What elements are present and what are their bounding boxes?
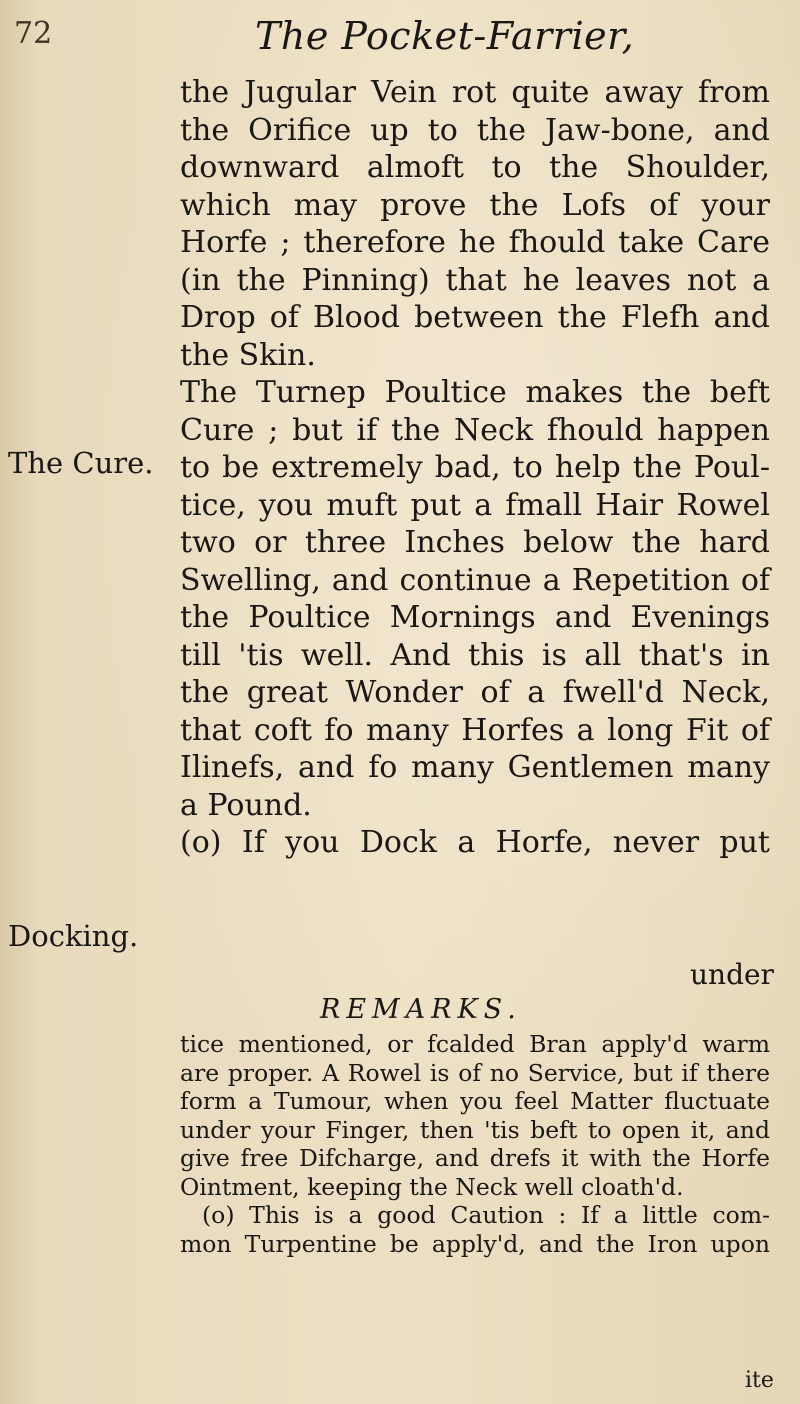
body-line: The Turnep Poultice makes the beft <box>180 375 770 410</box>
body-line: which may prove the Lofs of your <box>180 187 770 223</box>
body-line: till 'tis well. And this is all that's in <box>180 637 770 673</box>
body-line: that coft fo many Horfes a long Fit of <box>180 712 770 748</box>
remarks-heading: REMARKS. <box>320 994 522 1025</box>
body-line: two or three Inches below the hard <box>180 525 770 560</box>
body-line: Swelling, and continue a Repetition of <box>180 562 770 598</box>
body-line: (o) If you Dock a Horfe, never put <box>180 825 770 860</box>
body-line: tice, you muft put a fmall Hair Rowel <box>180 487 770 523</box>
footnote-line: are proper. A Rowel is of no Service, but if there <box>180 1058 770 1087</box>
footnote-line: Ointment, keeping the Neck well cloath'd. <box>180 1172 684 1201</box>
footnotes <box>180 1030 770 1258</box>
body-line: the great Wonder of a fwell'd Neck, <box>180 675 770 710</box>
catchword-under: under <box>690 958 774 991</box>
margin-note-cure: The Cure. <box>8 446 154 480</box>
body-line: the Jugular Vein rot quite away from <box>180 75 770 110</box>
body-line: Drop of Blood between the Flefh and <box>180 300 770 335</box>
body-line: the Orifice up to the Jaw-bone, and <box>180 112 770 148</box>
body-line: Cure ; but if the Neck fhould happen <box>180 412 770 448</box>
footnote-line: mon Turpentine be apply'd, and the Iron upon <box>180 1229 770 1258</box>
running-title: The Pocket-Farrier, <box>255 14 635 58</box>
body-line: Horfe ; therefore he fhould take Care <box>180 225 770 260</box>
catchword-it: ite <box>745 1368 774 1393</box>
body-line: downward almoft to the Shoulder, <box>180 150 770 185</box>
body-text <box>180 74 770 862</box>
body-line: Ilinefs, and fo many Gentlemen many <box>180 750 770 785</box>
footnote-line: form a Tumour, when you feel Matter fluctuate <box>180 1087 770 1115</box>
body-line: a Pound. <box>180 787 312 823</box>
footnote-line: tice mentioned, or fcalded Bran apply'd warm <box>180 1030 770 1058</box>
body-line: the Poultice Mornings and Evenings <box>180 600 770 635</box>
page-number: 72 <box>14 16 53 51</box>
body-line: the Skin. <box>180 337 316 373</box>
footnote-line: under your Finger, then 'tis beft to open it, and <box>180 1115 770 1144</box>
body-line: to be extremely bad, to help the Poul- <box>180 450 770 485</box>
body-line: (in the Pinning) that he leaves not a <box>180 262 770 298</box>
footnote-line: (o) This is a good Caution : If a little com- <box>202 1201 770 1229</box>
footnote-line: give free Difcharge, and drefs it with the Horfe <box>180 1144 770 1172</box>
margin-note-docking: Docking. <box>8 919 139 953</box>
